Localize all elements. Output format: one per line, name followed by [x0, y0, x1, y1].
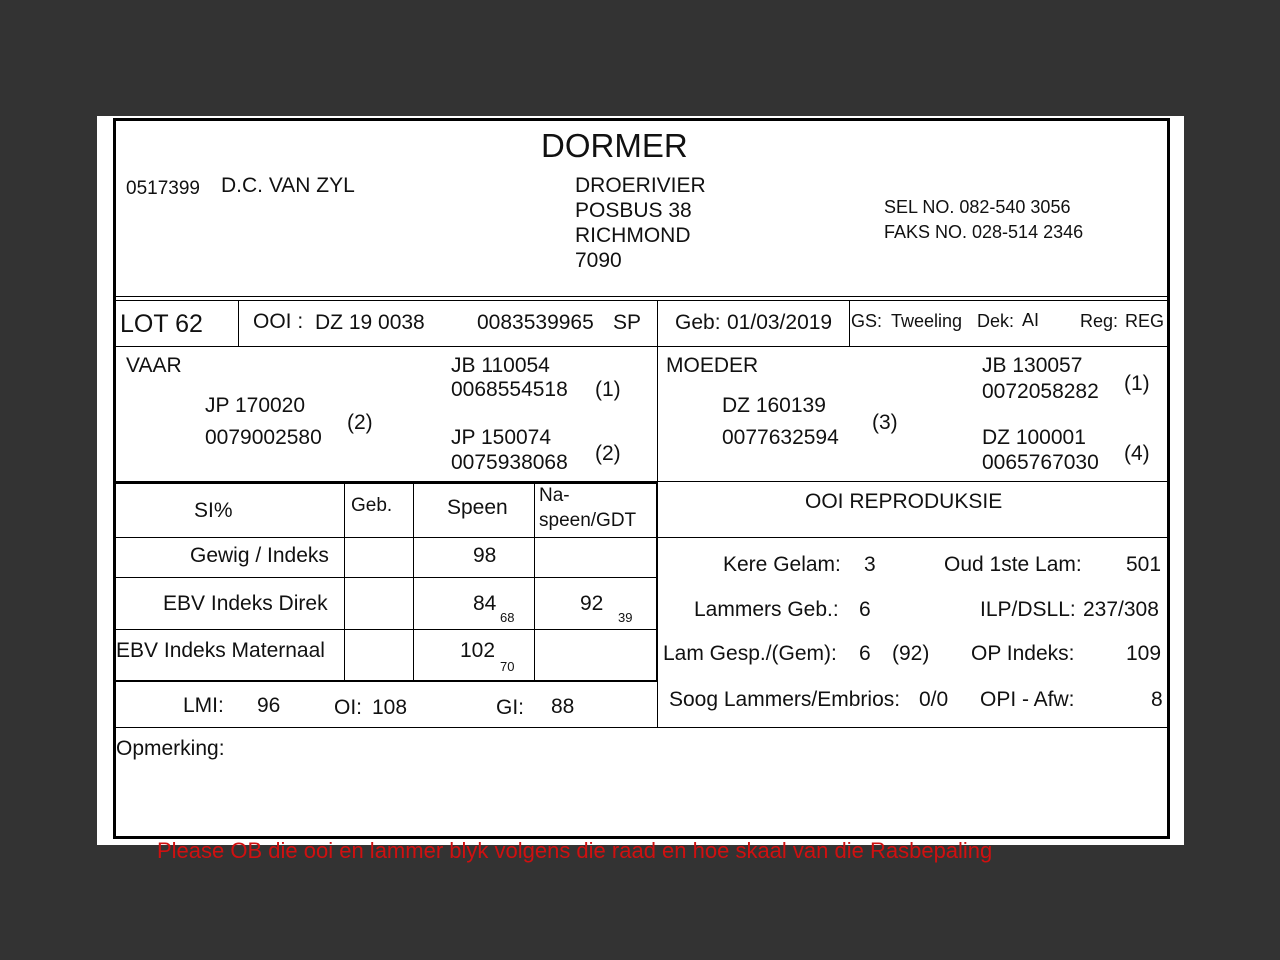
- lot-number: LOT 62: [120, 310, 203, 338]
- address-line-1: DROERIVIER: [575, 174, 706, 197]
- moeder-label: MOEDER: [666, 354, 759, 377]
- gs-divider: [849, 301, 850, 346]
- address-line-3: RICHMOND: [575, 224, 691, 247]
- faks-number: FAKS NO. 028-514 2346: [884, 222, 1084, 242]
- ilp-dsll-value: 237/308: [1083, 598, 1159, 621]
- perf-row-line-3: [116, 629, 657, 630]
- perf-row-line-1: [116, 537, 657, 538]
- ilp-dsll-label: ILP/DSLL:: [980, 598, 1076, 621]
- soog-lammers-value: 0/0: [919, 688, 949, 711]
- vaar-sire-id: JB 110054: [451, 354, 550, 377]
- indices-bottom-line: [116, 727, 1170, 728]
- oi-value: 108: [372, 696, 408, 719]
- gs-value: Tweeling: [891, 311, 963, 331]
- breeder-number: 0517399: [126, 178, 200, 199]
- row-direk-label: EBV Indeks Direk: [163, 592, 328, 615]
- perf-table-top: [116, 482, 658, 484]
- moeder-grade: (3): [872, 411, 898, 434]
- sel-number: SEL NO. 082-540 3056: [884, 197, 1071, 217]
- lam-gesp-gem: (92): [892, 642, 930, 665]
- perf-col-line-3: [534, 483, 535, 681]
- ooi-id: DZ 19 0038: [315, 311, 425, 334]
- header-divider-2: [116, 300, 1170, 301]
- moeder-dam-number: 0065767030: [982, 451, 1099, 474]
- lot-row-divider: [116, 346, 1170, 347]
- op-indeks-value: 109: [1126, 642, 1162, 665]
- lammers-geb-value: 6: [859, 598, 871, 621]
- perf-header-naspeen-1: Na-: [539, 485, 570, 506]
- oi-label: OI:: [334, 696, 363, 719]
- moeder-id: DZ 160139: [722, 394, 826, 417]
- breeder-name: D.C. VAN ZYL: [221, 174, 355, 197]
- perf-header-si: SI%: [194, 499, 233, 522]
- vaar-number: 0079002580: [205, 426, 322, 449]
- repro-title-line: [657, 537, 1170, 538]
- perf-header-speen: Speen: [447, 496, 508, 519]
- oud-1ste-lam-label: Oud 1ste Lam:: [944, 553, 1082, 576]
- vaar-dam-grade: (2): [595, 442, 621, 465]
- lam-gesp-value: 6: [859, 642, 871, 665]
- maternaal-speen-value: 102: [460, 639, 496, 662]
- lmi-label: LMI:: [183, 694, 224, 717]
- geb-label: Geb:: [675, 311, 721, 334]
- reg-label: Reg:: [1080, 311, 1119, 331]
- perf-col-line-1: [344, 483, 345, 681]
- moeder-sire-grade: (1): [1124, 372, 1150, 395]
- dek-value: AI: [1022, 310, 1040, 330]
- geb-date: 01/03/2019: [727, 311, 833, 334]
- perf-col-line-2: [413, 483, 414, 681]
- vaar-label: VAAR: [126, 354, 182, 377]
- perf-table-bottom: [116, 680, 658, 682]
- address-line-2: POSBUS 38: [575, 199, 692, 222]
- footer-red-text: Please OB die ooi en lammer blyk volgens die raad en hoe skaal van die Rasbepaling: [157, 838, 993, 863]
- perf-row-line-2: [116, 577, 657, 578]
- maternaal-speen-accuracy: 70: [500, 659, 515, 674]
- lam-gesp-label: Lam Gesp./(Gem):: [663, 642, 837, 665]
- moeder-dam-grade: (4): [1124, 442, 1150, 465]
- row-maternaal-label: EBV Indeks Maternaal: [116, 639, 325, 662]
- remarks-label: Opmerking:: [116, 737, 225, 760]
- lot-card-page: [97, 116, 1184, 863]
- direk-speen-value: 84: [473, 592, 497, 615]
- op-indeks-label: OP Indeks:: [971, 642, 1075, 665]
- moeder-sire-id: JB 130057: [982, 354, 1083, 377]
- gi-value: 88: [551, 695, 575, 718]
- lammers-geb-label: Lammers Geb.:: [694, 598, 839, 621]
- lmi-value: 96: [257, 694, 281, 717]
- perf-header-geb: Geb.: [351, 495, 393, 516]
- direk-naspeen-value: 92: [580, 592, 604, 615]
- kere-gelam-label: Kere Gelam:: [723, 553, 841, 576]
- lot-divider: [238, 301, 239, 346]
- vaar-grade: (2): [347, 411, 373, 434]
- perf-header-naspeen-2: speen/GDT: [539, 510, 637, 531]
- row-gewig-label: Gewig / Indeks: [190, 544, 329, 567]
- soog-lammers-label: Soog Lammers/Embrios:: [669, 688, 901, 711]
- repro-divider: [657, 481, 658, 727]
- reg-value: REG: [1125, 311, 1165, 331]
- opi-afw-label: OPI - Afw:: [980, 688, 1075, 711]
- gewig-speen-value: 98: [473, 544, 497, 567]
- direk-speen-accuracy: 68: [500, 610, 515, 625]
- ooi-label: OOI :: [253, 310, 304, 333]
- ooi-number: 0083539965: [477, 311, 594, 334]
- vaar-sire-number: 0068554518: [451, 378, 568, 401]
- header-divider: [116, 296, 1170, 297]
- breed-title: DORMER: [541, 127, 688, 164]
- oud-1ste-lam-value: 501: [1126, 553, 1162, 576]
- ooi-code: SP: [613, 311, 642, 334]
- address-line-4: 7090: [575, 249, 622, 272]
- vaar-id: JP 170020: [205, 394, 306, 417]
- moeder-sire-number: 0072058282: [982, 380, 1099, 403]
- opi-afw-value: 8: [1151, 688, 1163, 711]
- dek-label: Dek:: [977, 311, 1015, 331]
- vaar-sire-grade: (1): [595, 378, 621, 401]
- gs-label: GS:: [851, 311, 883, 331]
- vaar-dam-number: 0075938068: [451, 451, 568, 474]
- repro-title: OOI REPRODUKSIE: [805, 490, 1003, 513]
- direk-naspeen-accuracy: 39: [618, 610, 633, 625]
- pedigree-divider: [657, 346, 658, 481]
- vaar-dam-id: JP 150074: [451, 426, 552, 449]
- lot-card: [113, 118, 1170, 839]
- geb-divider: [657, 301, 658, 346]
- moeder-number: 0077632594: [722, 426, 839, 449]
- kere-gelam-value: 3: [864, 553, 876, 576]
- moeder-dam-id: DZ 100001: [982, 426, 1086, 449]
- gi-label: GI:: [496, 696, 525, 719]
